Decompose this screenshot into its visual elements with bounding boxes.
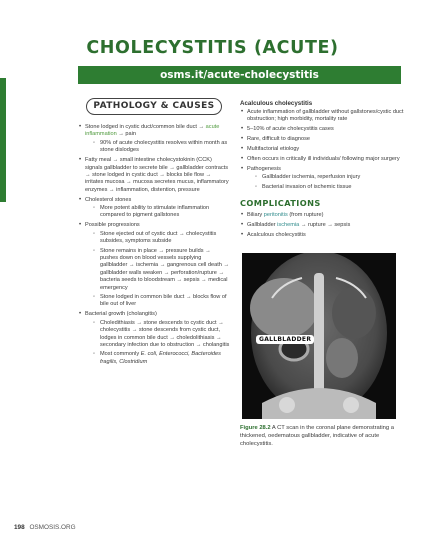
complications-list [240, 212, 404, 239]
figure-caption [240, 425, 404, 448]
sub-list-item: ◦ Stone lodged in common bile duct → blocks flow of bile out of liver [93, 294, 230, 309]
acalculous-list [240, 109, 404, 191]
chapter-tab-marker [0, 78, 6, 202]
list-item [240, 222, 404, 229]
right-column [240, 100, 404, 448]
highlight-term: ischemia [277, 222, 300, 229]
list-item [240, 166, 404, 191]
highlight-term: peritonitis [263, 212, 288, 219]
sub-list-item: ◦ Choledithiasis → stone descends to cystic duct → cholecystitis → stone descends from cystic duct, lodges in common bile duct → choledolithiasis → secondary infection due to obstruction → cholangitis [93, 320, 230, 350]
pathology-heading: PATHOLOGY & CAUSES [86, 98, 222, 115]
page-title: CHOLECYSTITIS (ACUTE) [86, 38, 339, 58]
acalculous-heading: Acalculous cholecystitis [240, 100, 313, 107]
page-number: 198 [14, 524, 25, 531]
list-item: • Acute inflammation of gallbladder without gallstones/cystic duct obstruction; high morbidity, mortality rate [240, 109, 404, 124]
item-text: → pain [118, 131, 137, 138]
sub-list [247, 174, 404, 191]
item-text: Pathogenesis [247, 165, 281, 172]
highlight-term: acute inflammation [85, 124, 220, 138]
sub-list [85, 231, 230, 309]
sub-list [85, 205, 230, 220]
list-item: • 5–10% of acute cholecystitis cases [240, 126, 404, 133]
item-text: Stone lodged in cystic duct/common bile duct → [85, 124, 205, 130]
item-text: Cholesterol stones [85, 196, 132, 203]
list-item: • Fatty meal → small intestine cholecystokinin (CCK) signals gallbladder to secrete bile → gallbladder contracts → stone lodged in cystic duct → blocks bile flow → irritates mucosa → mucosa secretes mucus, inflammatory enzymes → inflammation, distention, pressure [78, 157, 230, 194]
organism-names: E. coli, Enterococci, Bacteroides fragilis, Clostridium [100, 351, 221, 365]
list-item [78, 124, 230, 155]
item-text: (from rupture) [289, 212, 324, 219]
page-footer [14, 524, 76, 531]
list-item [78, 222, 230, 308]
list-item [78, 311, 230, 366]
left-column [78, 98, 230, 369]
sub-list-item: ◦ More potent ability to stimulate inflammation compared to pigment gallstones [93, 205, 230, 220]
list-item: • Rare, difficult to diagnose [240, 136, 404, 143]
site-name: OSMOSIS.ORG [29, 524, 76, 531]
list-item [240, 212, 404, 219]
item-text: Most commonly [100, 351, 140, 358]
figure-number: Figure 28.2 [240, 425, 271, 432]
list-item: • Often occurs in critically ill individuals/ following major surgery [240, 156, 404, 163]
sub-list [85, 320, 230, 366]
list-item: • Multifactorial etiology [240, 146, 404, 153]
item-text: Possible progressions [85, 222, 140, 229]
complications-heading: COMPLICATIONS [240, 198, 321, 209]
sub-list-item: ◦ 90% of acute cholecystitis resolves within month as stone dislodges [93, 140, 230, 155]
list-item [78, 197, 230, 220]
sub-list-item: ◦ Bacterial invasion of ischemic tissue [255, 184, 404, 191]
caption-text: A CT scan in the coronal plane demonstrating a thickened, oedematous gallbladder, indicative of acute cholecystitis. [240, 425, 394, 447]
sub-list-item: ◦ Gallbladder ischemia, reperfusion injury [255, 174, 404, 181]
item-text: Biliary [247, 212, 263, 219]
pathology-list [78, 124, 230, 366]
url-banner[interactable]: osms.it/acute-cholecystitis [78, 66, 401, 84]
item-text: Bacterial growth (cholangitis) [85, 311, 157, 318]
sub-list-item: ◦ Stone remains in place → pressure builds → pushes down on blood vessels supplying gallbladder → ischemia → gangrenous cell death → gallbladder walls weaken → perforation/rupture → bacteria seeds to bloodstream → sepsis → medical emergency [93, 248, 230, 292]
gallbladder-label: GALLBLADDER [256, 335, 314, 344]
item-text: Gallbladder [247, 222, 276, 229]
item-text: → rupture → sepsis [300, 222, 351, 229]
ct-scan-image [242, 253, 396, 419]
list-item: • Acalculous cholecystitis [240, 232, 404, 239]
sub-list-item [93, 351, 230, 366]
sub-list-item: ◦ Stone ejected out of cystic duct → cholecystitis subsides, symptoms subside [93, 231, 230, 246]
sub-list [85, 140, 230, 155]
